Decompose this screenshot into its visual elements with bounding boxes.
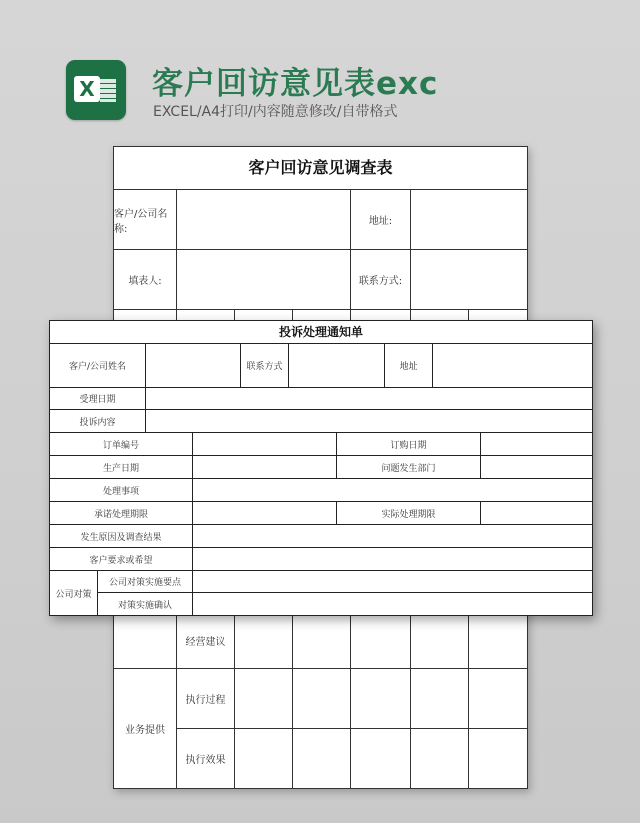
survey-label-contact: 联系方式: bbox=[350, 249, 411, 310]
survey-label-operation-advice: 经营建议 bbox=[176, 611, 235, 669]
value-measures-key-points[interactable] bbox=[193, 571, 592, 593]
survey-cell[interactable] bbox=[410, 611, 469, 669]
survey-cell[interactable] bbox=[292, 728, 351, 789]
survey-label-business-provide: 业务提供 bbox=[113, 668, 177, 789]
value-contact[interactable] bbox=[289, 343, 385, 388]
survey-label-filler: 填表人: bbox=[113, 249, 177, 310]
survey-cell[interactable] bbox=[410, 668, 469, 729]
value-customer-request[interactable] bbox=[193, 548, 592, 571]
value-address[interactable] bbox=[433, 343, 592, 388]
label-customer-name: 客户/公司姓名 bbox=[50, 343, 146, 388]
label-customer-request: 客户要求或希望 bbox=[50, 548, 193, 571]
label-order-date: 订购日期 bbox=[337, 433, 481, 456]
survey-label-execution-process: 执行过程 bbox=[176, 668, 235, 729]
label-address: 地址 bbox=[385, 343, 433, 388]
label-order-no: 订单编号 bbox=[50, 433, 193, 456]
label-measures-confirm: 对策实施确认 bbox=[98, 593, 193, 615]
survey-label-execution-effect: 执行效果 bbox=[176, 728, 235, 789]
value-complaint-content[interactable] bbox=[146, 410, 592, 433]
label-accept-date: 受理日期 bbox=[50, 388, 146, 410]
page-subtitle: EXCEL/A4打印/内容随意修改/自带格式 bbox=[153, 104, 398, 120]
value-measures-confirm[interactable] bbox=[193, 593, 592, 615]
survey-value-filler[interactable] bbox=[176, 249, 351, 310]
value-problem-dept[interactable] bbox=[481, 456, 592, 479]
survey-cell[interactable] bbox=[234, 728, 293, 789]
survey-cell[interactable] bbox=[292, 668, 351, 729]
survey-cell bbox=[113, 611, 177, 669]
survey-cell[interactable] bbox=[468, 668, 528, 729]
value-customer-name[interactable] bbox=[146, 343, 241, 388]
value-actual-deadline[interactable] bbox=[481, 502, 592, 525]
value-handling-items[interactable] bbox=[193, 479, 592, 502]
survey-title: 客户回访意见调查表 bbox=[114, 147, 527, 190]
survey-cell[interactable] bbox=[468, 728, 528, 789]
label-production-date: 生产日期 bbox=[50, 456, 193, 479]
excel-x-glyph: X bbox=[74, 76, 100, 102]
survey-value-contact[interactable] bbox=[410, 249, 528, 310]
value-accept-date[interactable] bbox=[146, 388, 592, 410]
label-problem-dept: 问题发生部门 bbox=[337, 456, 481, 479]
complaint-sheet bbox=[49, 320, 593, 616]
survey-cell[interactable] bbox=[468, 611, 528, 669]
value-cause-result[interactable] bbox=[193, 525, 592, 548]
survey-value-customer[interactable] bbox=[176, 189, 351, 250]
survey-cell[interactable] bbox=[350, 611, 411, 669]
survey-cell[interactable] bbox=[234, 611, 293, 669]
excel-logo-icon bbox=[66, 60, 126, 120]
value-order-date[interactable] bbox=[481, 433, 592, 456]
label-contact: 联系方式 bbox=[241, 343, 289, 388]
survey-value-address[interactable] bbox=[410, 189, 528, 250]
label-promised-deadline: 承诺处理期限 bbox=[50, 502, 193, 525]
value-order-no[interactable] bbox=[193, 433, 337, 456]
value-production-date[interactable] bbox=[193, 456, 337, 479]
complaint-title: 投诉处理通知单 bbox=[50, 321, 592, 344]
label-company-measures: 公司对策 bbox=[50, 571, 98, 615]
excel-sheet-glyph bbox=[100, 78, 116, 102]
survey-label-customer: 客户/公司名称: bbox=[113, 189, 177, 250]
survey-cell[interactable] bbox=[350, 728, 411, 789]
page-title: 客户回访意见表exc bbox=[152, 66, 439, 102]
survey-cell[interactable] bbox=[234, 668, 293, 729]
survey-cell[interactable] bbox=[350, 668, 411, 729]
label-measures-key-points: 公司对策实施要点 bbox=[98, 571, 193, 593]
label-cause-result: 发生原因及调查结果 bbox=[50, 525, 193, 548]
label-handling-items: 处理事项 bbox=[50, 479, 193, 502]
value-promised-deadline[interactable] bbox=[193, 502, 337, 525]
survey-label-address: 地址: bbox=[350, 189, 411, 250]
survey-cell[interactable] bbox=[292, 611, 351, 669]
label-actual-deadline: 实际处理期限 bbox=[337, 502, 481, 525]
label-complaint-content: 投诉内容 bbox=[50, 410, 146, 433]
survey-cell[interactable] bbox=[410, 728, 469, 789]
